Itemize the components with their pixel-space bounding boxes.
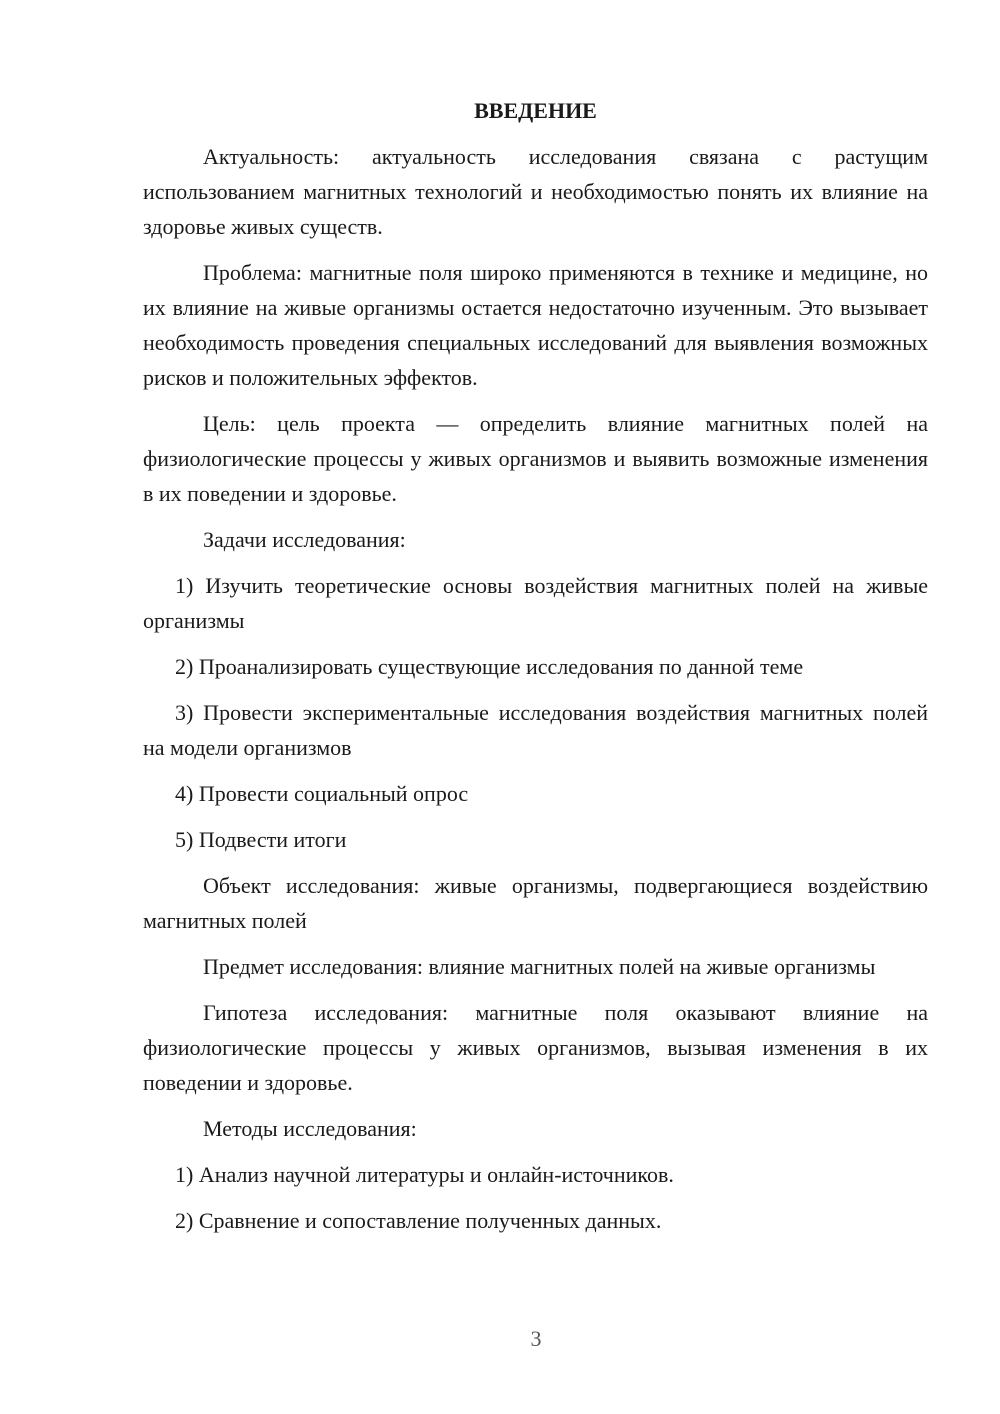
document-page (143, 95, 928, 1249)
tasks-heading: Задачи исследования: (203, 527, 406, 552)
method-item: 2) Сравнение и сопоставление полученных данных. (175, 1208, 662, 1233)
relevance-paragraph: Актуальность: актуальность исследования связана с растущим использованием магнитных технологий и необходимостью понять их влияние на здоровье живых существ. (143, 144, 928, 239)
subject-paragraph: Предмет исследования: влияние магнитных полей на живые организмы (203, 954, 876, 979)
goal-paragraph: Цель: цель проекта — определить влияние магнитных полей на физиологические процессы у живых организмов и выявить возможные изменения в их поведении и здоровье. (143, 411, 928, 506)
page-number: 3 (530, 1326, 542, 1351)
method-item: 1) Анализ научной литературы и онлайн-источников. (175, 1162, 674, 1187)
object-paragraph: Объект исследования: живые организмы, подвергающиеся воздействию магнитных полей (143, 873, 928, 933)
task-item: 5) Подвести итоги (175, 827, 347, 852)
task-item: 2) Проанализировать существующие исследования по данной теме (175, 654, 804, 679)
hypothesis-paragraph: Гипотеза исследования: магнитные поля оказывают влияние на физиологические процессы у живых организмов, вызывая изменения в их поведении и здоровье. (143, 1000, 928, 1095)
methods-heading: Методы исследования: (203, 1116, 417, 1141)
task-item: 1) Изучить теоретические основы воздействия магнитных полей на живые организмы (143, 573, 928, 633)
section-title: ВВЕДЕНИЕ (474, 98, 597, 123)
task-item: 4) Провести социальный опрос (175, 781, 469, 806)
task-item: 3) Провести экспериментальные исследования воздействия магнитных полей на модели организмов (143, 700, 928, 760)
problem-paragraph: Проблема: магнитные поля широко применяются в технике и медицине, но их влияние на живые организмы остается недостаточно изученным. Это вызывает необходимость проведения специальных исследований для выявления возможных рисков и положительных эффектов. (143, 260, 928, 390)
